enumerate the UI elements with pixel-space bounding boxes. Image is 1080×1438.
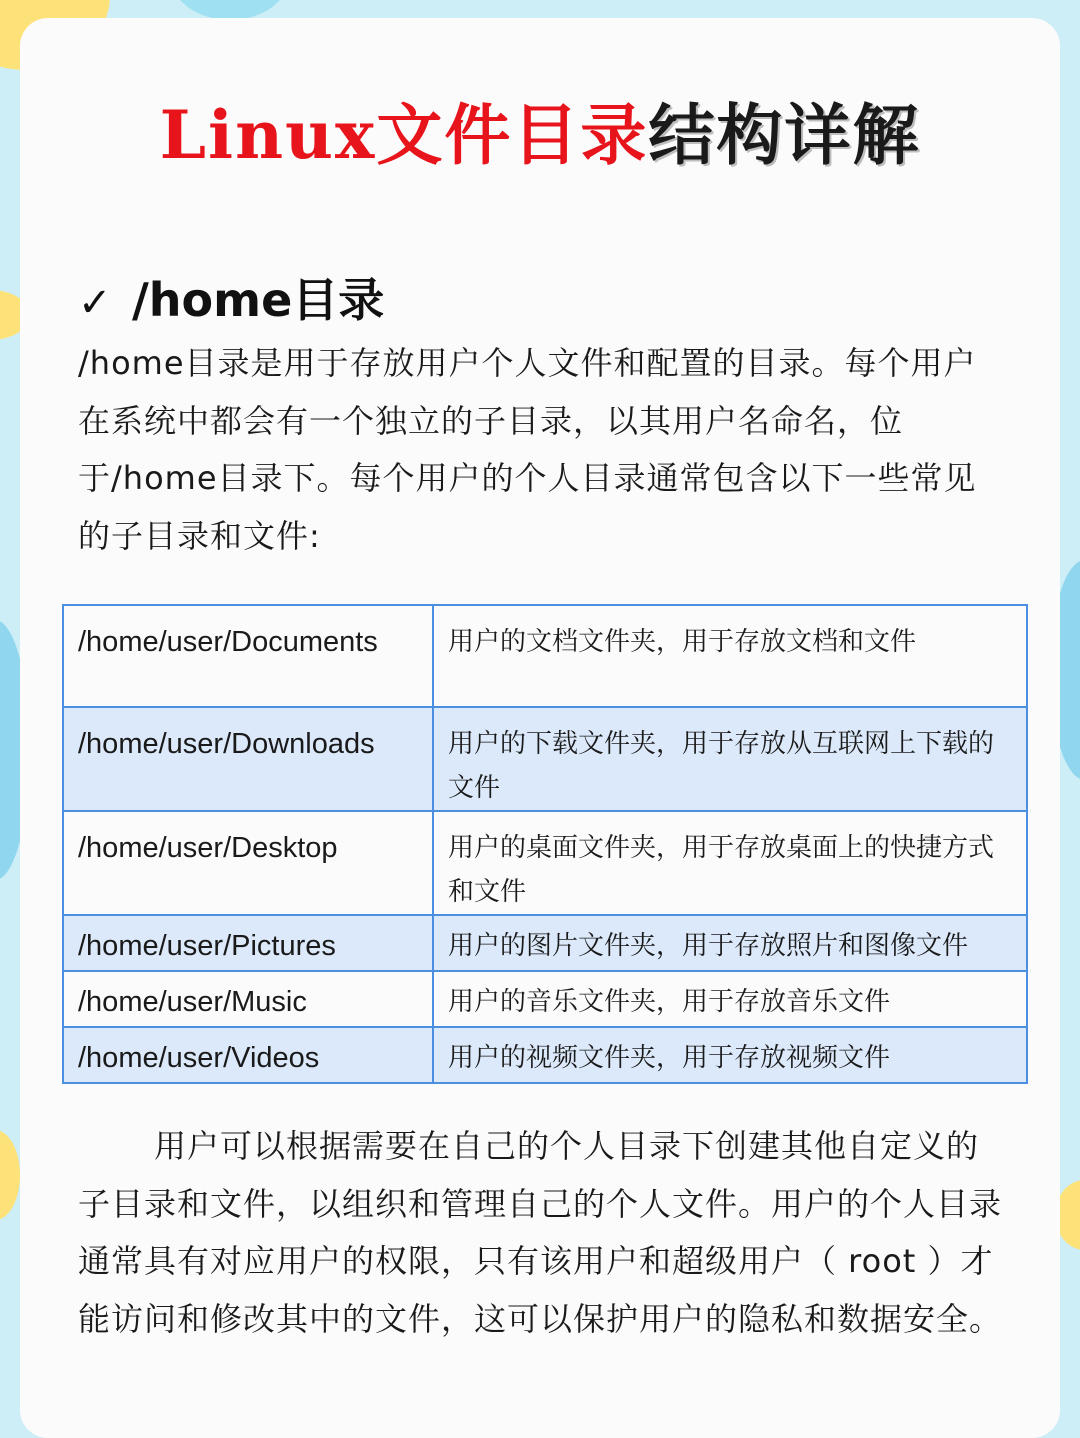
description-cell: 用户的文档文件夹，用于存放文档和文件 xyxy=(433,605,1027,707)
path-cell: /home/user/Videos xyxy=(63,1027,433,1083)
table-row xyxy=(63,1027,1027,1083)
table-row xyxy=(63,971,1027,1027)
description-cell: 用户的桌面文件夹，用于存放桌面上的快捷方式和文件 xyxy=(433,811,1027,915)
table-row xyxy=(63,811,1027,915)
directory-table xyxy=(62,604,1028,1084)
check-icon: ✓ xyxy=(78,280,112,326)
bg-blob-left-yellow-bottom xyxy=(0,1130,20,1220)
intro-paragraph: /home目录是用于存放用户个人文件和配置的目录。每个用户在系统中都会有一个独立的子目录，以其用户名命名，位于/home目录下。每个用户的个人目录通常包含以下一些常见的子目录和文件: xyxy=(78,344,977,555)
path-cell: /home/user/Pictures xyxy=(63,915,433,971)
description-cell: 用户的视频文件夹，用于存放视频文件 xyxy=(433,1027,1027,1083)
path-cell: /home/user/Music xyxy=(63,971,433,1027)
description-cell: 用户的图片文件夹，用于存放照片和图像文件 xyxy=(433,915,1027,971)
title-red-part: Linux文件目录 xyxy=(159,96,649,174)
section-heading xyxy=(78,264,384,330)
table-row xyxy=(63,915,1027,971)
page-title xyxy=(0,82,1080,177)
description-cell: 用户的音乐文件夹，用于存放音乐文件 xyxy=(433,971,1027,1027)
title-dark-part: 结构详解 xyxy=(648,97,921,174)
path-cell: /home/user/Documents xyxy=(63,605,433,707)
bg-blob-top-mid xyxy=(170,0,290,20)
description-cell: 用户的下载文件夹，用于存放从互联网上下载的文件 xyxy=(433,707,1027,811)
table-row xyxy=(63,707,1027,811)
path-cell: /home/user/Desktop xyxy=(63,811,433,915)
table-row xyxy=(63,605,1027,707)
path-cell: /home/user/Downloads xyxy=(63,707,433,811)
closing-paragraph: 用户可以根据需要在自己的个人目录下创建其他自定义的子目录和文件，以组织和管理自己的个人文件。用户的个人目录通常具有对应用户的权限，只有该用户和超级用户（ root ）才能访问和修改其中的文件，这可以保护用户的隐私和数据安全。 xyxy=(78,1127,1003,1338)
section-heading-text: /home目录 xyxy=(132,273,385,327)
